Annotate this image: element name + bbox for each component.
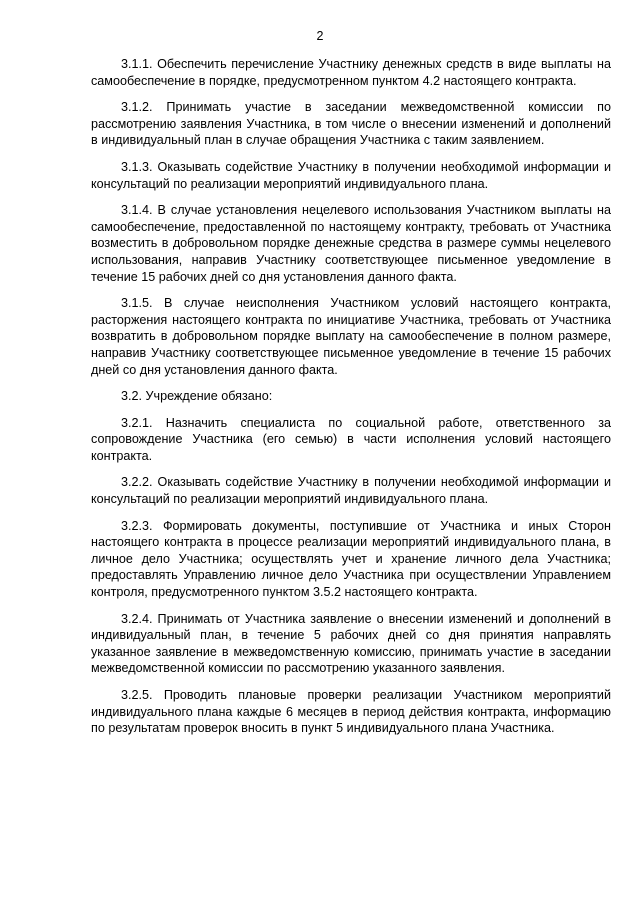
clause-3-2-4: 3.2.4. Принимать от Участника заявление о внесении изменений и дополнений в индивидуальный план, в течение 5 рабочих дней со дня принятия направлять указанное заявление в межведомственную комиссию, принимать участие в заседании межведомственной комиссии по рассмотрению указанного заявления.	[91, 611, 611, 676]
clause-3-1-5: 3.1.5. В случае неисполнения Участником условий настоящего контракта, расторжения настоящего контракта по инициативе Участника, требовать от Участника возвратить в добровольном порядке выплату на самообеспечение в полном размере, направив Участнику соответствующее письменное уведомление в течение 15 рабочих дней со дня установления данного факта.	[91, 296, 611, 377]
clause-3-1-2: 3.1.2. Принимать участие в заседании межведомственной комиссии по рассмотрению заявления Участника, в том числе о внесении изменений и дополнений в индивидуальный план в случае обращения Участника с таким заявлением.	[91, 100, 611, 148]
clause-3-2-3: 3.2.3. Формировать документы, поступившие от Участника и иных Сторон настоящего контракта в процессе реализации мероприятий индивидуального плана, в личное дело Участника; осуществлять учет и хранение личного дела Участника; предоставлять Управлению личное дело Участника при осуществлении Управлением контроля, предусмотренного пунктом 3.5.2 настоящего контракта.	[91, 518, 611, 600]
clause-3-1-3: 3.1.3. Оказывать содействие Участнику в получении необходимой информации и консультаций по реализации мероприятий индивидуального плана.	[91, 159, 611, 191]
page-number: 2	[316, 29, 324, 43]
clause-3-1-4: 3.1.4. В случае установления нецелевого использования Участником выплаты на самообеспечение, предоставленной по настоящему контракту, требовать от Участника возместить в добровольном порядке денежные средства в размере суммы нецелевого использования, направив Участнику соответствующее письменное уведомление в течение 15 рабочих дней со дня установления данного факта.	[91, 203, 611, 284]
section-heading-3-2: 3.2. Учреждение обязано:	[121, 389, 273, 404]
clause-3-2-2: 3.2.2. Оказывать содействие Участнику в получении необходимой информации и консультаций по реализации мероприятий индивидуального плана.	[91, 475, 611, 507]
clause-3-2-5: 3.2.5. Проводить плановые проверки реализации Участником мероприятий индивидуального плана каждые 6 месяцев в период действия контракта, информацию по результатам проверок вносить в пункт 5 индивидуального плана Участника.	[91, 688, 611, 736]
document-body	[91, 56, 611, 747]
clause-3-1-1: 3.1.1. Обеспечить перечисление Участнику денежных средств в виде выплаты на самообеспечение в порядке, предусмотренном пунктом 4.2 настоящего контракта.	[91, 57, 611, 88]
clause-3-2-1: 3.2.1. Назначить специалиста по социальной работе, ответственного за сопровождение Участника (его семью) в части исполнения условий настоящего контракта.	[91, 415, 611, 463]
